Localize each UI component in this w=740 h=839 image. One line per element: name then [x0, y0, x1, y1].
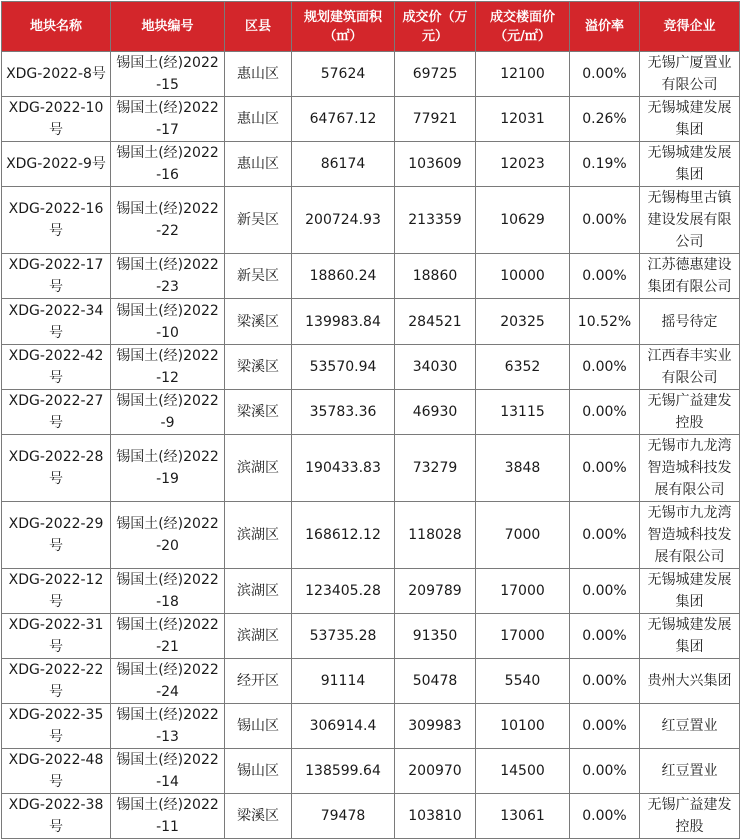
cell-plot-code: 锡国土(经)2022-21 [111, 614, 225, 659]
cell-floor-price: 13115 [476, 390, 570, 435]
cell-floor-price: 12023 [476, 142, 570, 187]
cell-plot-code: 锡国土(经)2022-22 [111, 187, 225, 254]
cell-plot-code: 锡国土(经)2022-11 [111, 794, 225, 839]
table-body [2, 52, 740, 839]
cell-gfa: 79478 [292, 794, 395, 839]
col-header-price: 成交价（万元） [395, 2, 476, 52]
table-row [2, 659, 740, 704]
cell-price: 73279 [395, 435, 476, 502]
cell-district: 锡山区 [225, 749, 292, 794]
cell-plot-name: XDG-2022-27号 [2, 390, 111, 435]
cell-winner: 无锡城建发展集团 [640, 569, 740, 614]
cell-district: 惠山区 [225, 97, 292, 142]
cell-district: 惠山区 [225, 52, 292, 97]
cell-floor-price: 12100 [476, 52, 570, 97]
cell-district: 滨湖区 [225, 502, 292, 569]
cell-premium: 0.19% [570, 142, 640, 187]
cell-premium: 0.00% [570, 52, 640, 97]
cell-floor-price: 6352 [476, 345, 570, 390]
cell-premium: 0.00% [570, 435, 640, 502]
table-row [2, 97, 740, 142]
cell-price: 213359 [395, 187, 476, 254]
cell-winner: 无锡市九龙湾智造城科技发展有限公司 [640, 435, 740, 502]
cell-floor-price: 12031 [476, 97, 570, 142]
cell-plot-name: XDG-2022-12号 [2, 569, 111, 614]
cell-price: 18860 [395, 254, 476, 299]
cell-plot-name: XDG-2022-48号 [2, 749, 111, 794]
table-row [2, 569, 740, 614]
cell-gfa: 168612.12 [292, 502, 395, 569]
cell-gfa: 53735.28 [292, 614, 395, 659]
col-header-district: 区县 [225, 2, 292, 52]
cell-plot-code: 锡国土(经)2022-16 [111, 142, 225, 187]
cell-winner: 无锡城建发展集团 [640, 614, 740, 659]
table-row [2, 794, 740, 839]
cell-district: 滨湖区 [225, 435, 292, 502]
table-row [2, 435, 740, 502]
cell-price: 309983 [395, 704, 476, 749]
table-row [2, 142, 740, 187]
land-auction-table [1, 1, 740, 839]
cell-winner: 无锡城建发展集团 [640, 142, 740, 187]
cell-plot-name: XDG-2022-29号 [2, 502, 111, 569]
cell-premium: 0.00% [570, 659, 640, 704]
cell-winner: 无锡广益建发控股 [640, 390, 740, 435]
table-row [2, 614, 740, 659]
cell-floor-price: 7000 [476, 502, 570, 569]
table-row [2, 52, 740, 97]
cell-winner: 江苏德惠建设集团有限公司 [640, 254, 740, 299]
cell-premium: 0.00% [570, 569, 640, 614]
table-row [2, 502, 740, 569]
cell-floor-price: 20325 [476, 299, 570, 345]
cell-price: 200970 [395, 749, 476, 794]
cell-plot-name: XDG-2022-22号 [2, 659, 111, 704]
cell-gfa: 64767.12 [292, 97, 395, 142]
cell-premium: 0.00% [570, 502, 640, 569]
cell-premium: 10.52% [570, 299, 640, 345]
cell-gfa: 57624 [292, 52, 395, 97]
cell-district: 梁溪区 [225, 390, 292, 435]
cell-district: 经开区 [225, 659, 292, 704]
cell-gfa: 123405.28 [292, 569, 395, 614]
cell-floor-price: 14500 [476, 749, 570, 794]
cell-plot-code: 锡国土(经)2022-12 [111, 345, 225, 390]
cell-plot-code: 锡国土(经)2022-23 [111, 254, 225, 299]
cell-price: 69725 [395, 52, 476, 97]
col-header-winner: 竞得企业 [640, 2, 740, 52]
cell-plot-code: 锡国土(经)2022-15 [111, 52, 225, 97]
cell-gfa: 306914.4 [292, 704, 395, 749]
cell-plot-name: XDG-2022-16号 [2, 187, 111, 254]
cell-price: 209789 [395, 569, 476, 614]
cell-plot-code: 锡国土(经)2022-10 [111, 299, 225, 345]
cell-winner: 无锡广厦置业有限公司 [640, 52, 740, 97]
cell-plot-code: 锡国土(经)2022-17 [111, 97, 225, 142]
cell-floor-price: 10100 [476, 704, 570, 749]
cell-plot-name: XDG-2022-35号 [2, 704, 111, 749]
cell-plot-code: 锡国土(经)2022-24 [111, 659, 225, 704]
table-row [2, 254, 740, 299]
col-header-plot-code: 地块编号 [111, 2, 225, 52]
cell-plot-code: 锡国土(经)2022-20 [111, 502, 225, 569]
cell-plot-name: XDG-2022-9号 [2, 142, 111, 187]
header-row [2, 2, 740, 52]
cell-district: 新吴区 [225, 254, 292, 299]
cell-plot-name: XDG-2022-28号 [2, 435, 111, 502]
cell-district: 梁溪区 [225, 299, 292, 345]
col-header-gfa: 规划建筑面积（㎡） [292, 2, 395, 52]
cell-price: 118028 [395, 502, 476, 569]
cell-plot-name: XDG-2022-8号 [2, 52, 111, 97]
cell-premium: 0.00% [570, 345, 640, 390]
cell-price: 77921 [395, 97, 476, 142]
cell-floor-price: 3848 [476, 435, 570, 502]
cell-plot-name: XDG-2022-17号 [2, 254, 111, 299]
cell-premium: 0.00% [570, 794, 640, 839]
cell-floor-price: 10629 [476, 187, 570, 254]
cell-winner: 摇号待定 [640, 299, 740, 345]
col-header-premium: 溢价率 [570, 2, 640, 52]
cell-district: 梁溪区 [225, 345, 292, 390]
cell-price: 50478 [395, 659, 476, 704]
cell-price: 34030 [395, 345, 476, 390]
cell-winner: 无锡广益建发控股 [640, 794, 740, 839]
cell-district: 新吴区 [225, 187, 292, 254]
cell-winner: 红豆置业 [640, 749, 740, 794]
cell-gfa: 139983.84 [292, 299, 395, 345]
table-row [2, 749, 740, 794]
cell-gfa: 91114 [292, 659, 395, 704]
cell-district: 滨湖区 [225, 569, 292, 614]
cell-premium: 0.00% [570, 614, 640, 659]
cell-price: 103609 [395, 142, 476, 187]
cell-price: 284521 [395, 299, 476, 345]
cell-plot-name: XDG-2022-42号 [2, 345, 111, 390]
cell-plot-name: XDG-2022-10号 [2, 97, 111, 142]
cell-gfa: 53570.94 [292, 345, 395, 390]
cell-winner: 无锡城建发展集团 [640, 97, 740, 142]
cell-price: 91350 [395, 614, 476, 659]
cell-plot-code: 锡国土(经)2022-19 [111, 435, 225, 502]
col-header-floor-price: 成交楼面价（元/㎡） [476, 2, 570, 52]
table-row [2, 704, 740, 749]
cell-gfa: 200724.93 [292, 187, 395, 254]
cell-district: 滨湖区 [225, 614, 292, 659]
cell-floor-price: 10000 [476, 254, 570, 299]
cell-winner: 无锡梅里古镇建设发展有限公司 [640, 187, 740, 254]
table-row [2, 187, 740, 254]
cell-district: 锡山区 [225, 704, 292, 749]
table-row [2, 390, 740, 435]
cell-floor-price: 17000 [476, 614, 570, 659]
cell-gfa: 138599.64 [292, 749, 395, 794]
table-row [2, 299, 740, 345]
cell-gfa: 86174 [292, 142, 395, 187]
cell-winner: 贵州大兴集团 [640, 659, 740, 704]
cell-plot-code: 锡国土(经)2022-9 [111, 390, 225, 435]
cell-price: 46930 [395, 390, 476, 435]
cell-gfa: 18860.24 [292, 254, 395, 299]
cell-premium: 0.00% [570, 390, 640, 435]
cell-premium: 0.00% [570, 254, 640, 299]
cell-winner: 江西春丰实业有限公司 [640, 345, 740, 390]
cell-plot-name: XDG-2022-38号 [2, 794, 111, 839]
cell-plot-name: XDG-2022-34号 [2, 299, 111, 345]
cell-plot-code: 锡国土(经)2022-13 [111, 704, 225, 749]
cell-district: 惠山区 [225, 142, 292, 187]
cell-premium: 0.26% [570, 97, 640, 142]
col-header-plot-name: 地块名称 [2, 2, 111, 52]
cell-winner: 无锡市九龙湾智造城科技发展有限公司 [640, 502, 740, 569]
cell-floor-price: 13061 [476, 794, 570, 839]
cell-floor-price: 5540 [476, 659, 570, 704]
cell-plot-code: 锡国土(经)2022-14 [111, 749, 225, 794]
cell-plot-name: XDG-2022-31号 [2, 614, 111, 659]
cell-premium: 0.00% [570, 187, 640, 254]
cell-floor-price: 17000 [476, 569, 570, 614]
table-row [2, 345, 740, 390]
cell-price: 103810 [395, 794, 476, 839]
cell-gfa: 190433.83 [292, 435, 395, 502]
cell-plot-code: 锡国土(经)2022-18 [111, 569, 225, 614]
cell-winner: 红豆置业 [640, 704, 740, 749]
cell-premium: 0.00% [570, 704, 640, 749]
cell-district: 梁溪区 [225, 794, 292, 839]
cell-premium: 0.00% [570, 749, 640, 794]
cell-gfa: 35783.36 [292, 390, 395, 435]
